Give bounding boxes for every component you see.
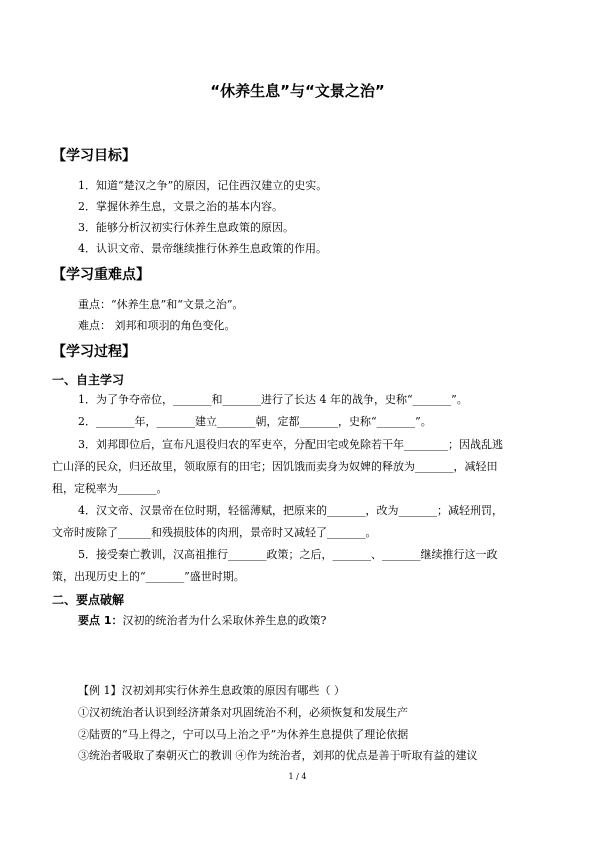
question-4-line-2: 文帝时废除了______和残损肢体的肉刑，景帝时又减轻了_______。 (52, 526, 377, 539)
question-3-line-1: 3．刘邦即位后，宣布凡退役归农的军吏卒，分配田宅或免除若干年________；因战乱逃 (78, 438, 503, 451)
key-point-1 (78, 613, 326, 628)
objective-item: 1．知道“楚汉之争”的原因，记住西汉建立的史实。 (78, 179, 328, 192)
question-3-line-2: 亡山泽的民众，归还故里，领取原有的田宅；因饥饿而卖身为奴婢的释放为_______，减轻田 (52, 460, 498, 473)
question-2: 2．_______年，_______建立_______朝，定都_______，史称“_______”。 (78, 415, 432, 428)
example-1-option-3-4: ③统治者吸取了秦朝灭亡的教训 ④作为统治者，刘邦的优点是善于听取有益的建议 (78, 749, 478, 762)
page-title: “休养生息”与“文景之治” (210, 82, 385, 100)
question-5-line-1: 5．接受秦亡教训，汉高祖推行_______政策；之后，_______、_______继续推行这一政 (78, 548, 498, 561)
example-1-option-1: ①汉初统治者认识到经济萧条对巩固统治不利，必须恢复和发展生产 (78, 706, 408, 719)
example-1-question: 【例 1】汉初刘邦实行休养生息政策的原因有哪些（ ） (78, 684, 345, 697)
key-points-heading: 【学习重难点】 (52, 267, 150, 283)
objective-item: 4．认识文帝、景帝继续推行休养生息政策的作用。 (78, 242, 327, 255)
page-number: 1 / 4 (288, 772, 307, 781)
question-3-line-3: 租，定税率为_______。 (52, 482, 168, 495)
key-point-1-label: 要点 1： (78, 614, 123, 627)
example-1-option-2: ②陆贾的“马上得之，宁可以马上治之乎”为休养生息提供了理论依据 (78, 728, 409, 741)
difficulty-point: 难点： 刘邦和项羽的角色变化。 (78, 319, 236, 332)
objectives-heading: 【学习目标】 (52, 148, 136, 164)
analysis-heading: 二、要点破解 (52, 593, 125, 607)
question-1: 1．为了争夺帝位，_______和_______进行了长达 4 年的战争，史称“_______”。 (78, 393, 468, 406)
question-5-line-2: 策，出现历史上的“_______”盛世时期。 (52, 570, 245, 583)
focus-point: 重点：“休养生息”和“文景之治”。 (78, 298, 244, 311)
objective-item: 2．掌握休养生息，文景之治的基本内容。 (78, 200, 283, 213)
objective-item: 3．能够分析汉初实行休养生息政策的原因。 (78, 221, 294, 234)
question-4-line-1: 4．汉文帝、汉景帝在位时期，轻徭薄赋，把原来的_______，改为_______；减轻刑罚， (78, 504, 503, 517)
self-study-heading: 一、自主学习 (52, 373, 125, 387)
key-point-1-text: 汉初的统治者为什么采取休养生息的政策? (122, 614, 327, 627)
process-heading: 【学习过程】 (52, 344, 136, 360)
